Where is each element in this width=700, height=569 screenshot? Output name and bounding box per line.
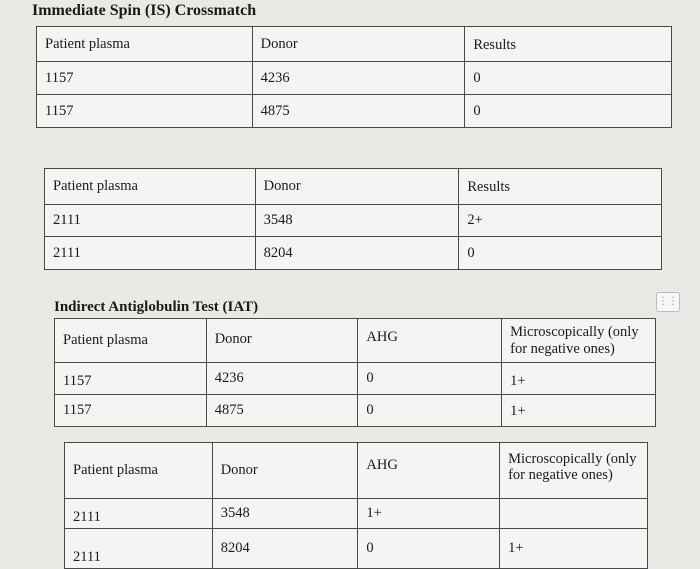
- table-cell: 1157: [37, 95, 253, 128]
- grid-handle-icon[interactable]: ⋮⋮: [656, 292, 680, 312]
- table-row: [55, 395, 656, 427]
- iat-table-2: [64, 442, 648, 569]
- header-cell: Microscopically (only for negative ones): [502, 319, 656, 363]
- table-cell: 0: [459, 237, 662, 270]
- table-cell: 0: [358, 363, 502, 395]
- table-cell: 2111: [45, 205, 256, 237]
- table-cell: 4875: [252, 95, 465, 128]
- table-cell: 0: [465, 62, 672, 95]
- table-cell: 1+: [358, 499, 500, 529]
- header-cell: Results: [465, 27, 672, 62]
- table-row: [65, 529, 648, 569]
- table-cell: 2111: [65, 529, 213, 569]
- table-row: [45, 237, 662, 270]
- iat-title: Indirect Antiglobulin Test (IAT): [54, 299, 259, 315]
- header-cell: Donor: [252, 27, 465, 62]
- header-cell: Donor: [212, 443, 358, 499]
- is-table-1: [36, 26, 672, 128]
- table-row: [37, 95, 672, 128]
- table-cell: 3548: [255, 205, 459, 237]
- table-cell: 0: [358, 395, 502, 427]
- table-row: [37, 62, 672, 95]
- table-cell: 0: [465, 95, 672, 128]
- table-row: [65, 499, 648, 529]
- header-cell: Results: [459, 169, 662, 205]
- table-cell: 1157: [55, 395, 207, 427]
- table-cell: 1+: [502, 395, 656, 427]
- table-cell: 2111: [65, 499, 213, 529]
- is-crossmatch-title: Immediate Spin (IS) Crossmatch: [32, 2, 257, 19]
- table-cell: 2+: [459, 205, 662, 237]
- table-cell: 4236: [252, 62, 465, 95]
- table-cell: 8204: [255, 237, 459, 270]
- header-cell: Donor: [206, 319, 358, 363]
- table-row: [55, 363, 656, 395]
- table-row: [45, 205, 662, 237]
- header-cell: AHG: [358, 319, 502, 363]
- header-cell: Patient plasma: [55, 319, 207, 363]
- header-cell: Donor: [255, 169, 459, 205]
- header-cell: Patient plasma: [45, 169, 256, 205]
- header-cell: Patient plasma: [37, 27, 253, 62]
- table-cell: 3548: [212, 499, 358, 529]
- table-cell: 1157: [37, 62, 253, 95]
- table-cell: 1157: [55, 363, 207, 395]
- header-cell: AHG: [358, 443, 500, 499]
- table-cell: 0: [358, 529, 500, 569]
- table-cell: [500, 499, 648, 529]
- table-cell: 1+: [500, 529, 648, 569]
- header-cell: Microscopically (only for negative ones): [500, 443, 648, 499]
- table-cell: 1+: [502, 363, 656, 395]
- iat-table-1: [54, 318, 656, 427]
- table-cell: 2111: [45, 237, 256, 270]
- header-cell: Patient plasma: [65, 443, 213, 499]
- table-cell: 8204: [212, 529, 358, 569]
- is-table-2: [44, 168, 662, 270]
- table-cell: 4236: [206, 363, 358, 395]
- table-cell: 4875: [206, 395, 358, 427]
